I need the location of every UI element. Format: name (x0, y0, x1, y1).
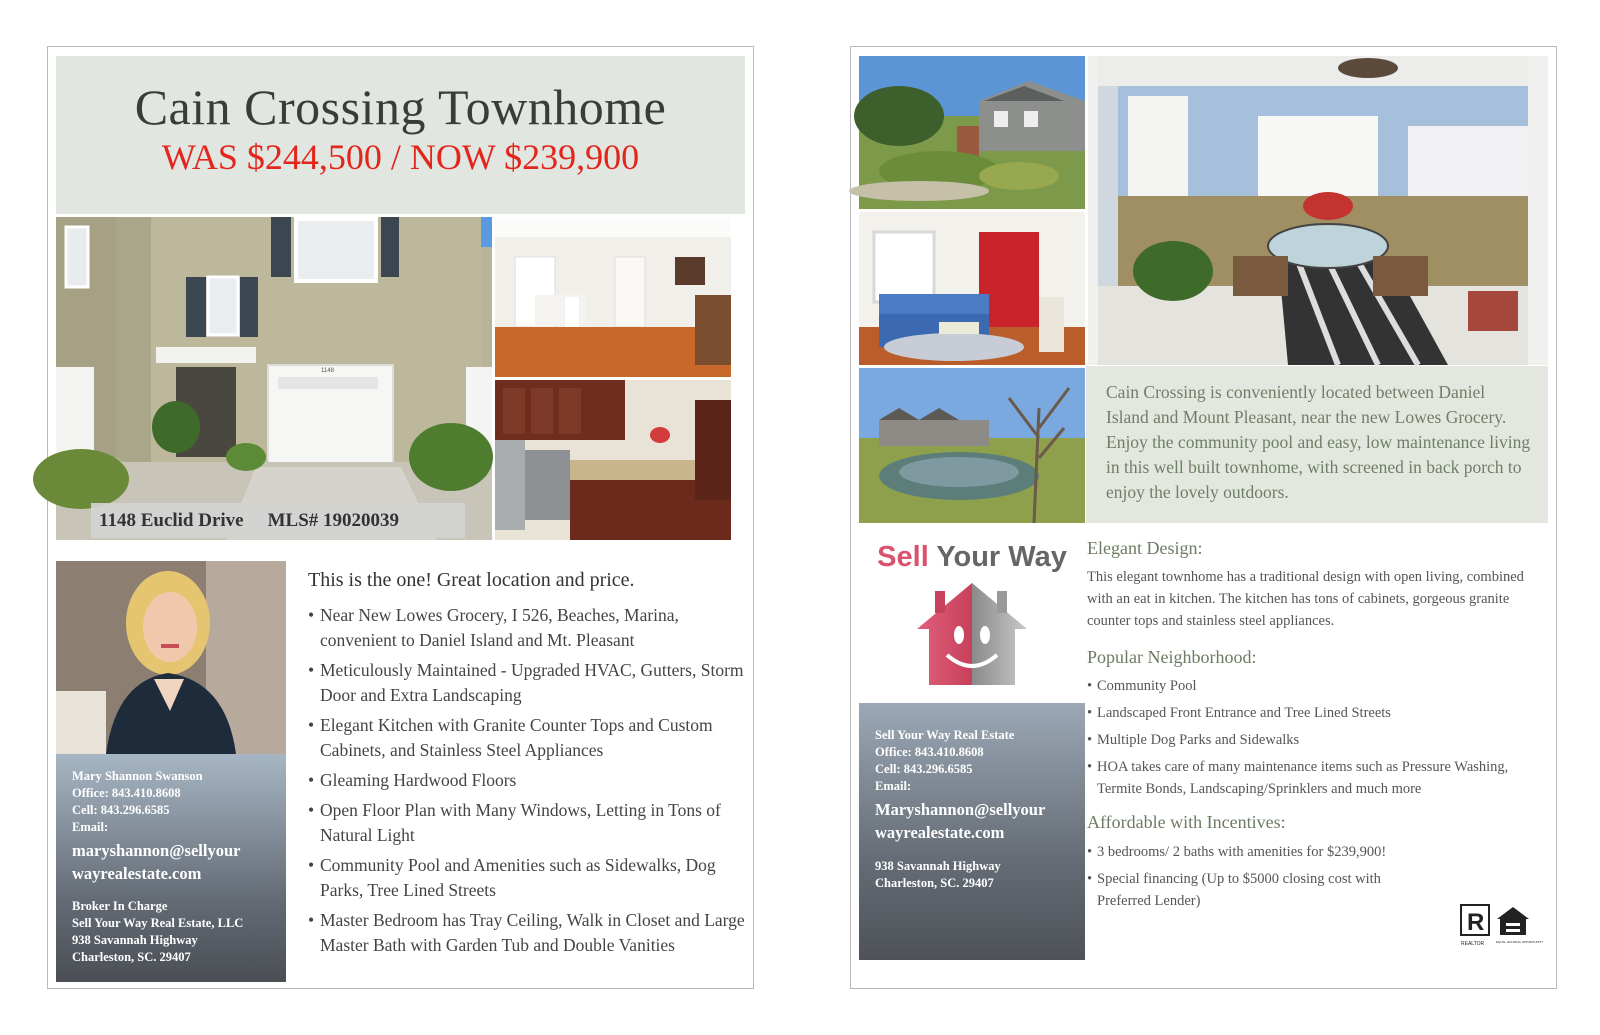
flyer-page-back (850, 46, 1557, 989)
pond-image (859, 368, 1085, 523)
feature-item: • Meticulously Maintained - Upgraded HVAC, Gutters, Storm Door and Extra Landscaping (308, 658, 748, 708)
details-column (1087, 538, 1527, 917)
agent-email-line2[interactable]: wayrealestate.com (72, 864, 202, 883)
interior-living-image (495, 217, 731, 377)
neighborhood-list (1087, 675, 1527, 800)
entrance-photo (859, 56, 1085, 209)
kitchen-photo (495, 380, 731, 540)
brokerage-contact-card (859, 703, 1085, 960)
neighborhood-item: • Landscaped Front Entrance and Tree Lined Streets (1087, 702, 1527, 724)
svg-text:R: R (1467, 909, 1485, 936)
agent-email[interactable] (72, 839, 270, 885)
elegant-text: This elegant townhome has a traditional design with open living, combined with an eat in kitchen. The kitchen has tons of cabinets, gorgeous granite counter tops and stainless steel appliances. (1087, 569, 1524, 629)
affordable-heading: Affordable with Incentives: (1087, 812, 1286, 832)
neighborhood-item: • HOA takes care of many maintenance items such as Pressure Washing, Termite Bonds, Landscaping/Sprinklers and much more (1087, 756, 1527, 800)
brokerage-street: 938 Savannah Highway (875, 859, 1001, 873)
affordable-item: • 3 bedrooms/ 2 baths with amenities for $239,900! (1087, 841, 1417, 863)
flyer-page-front (47, 46, 754, 989)
feature-item: • Gleaming Hardwood Floors (308, 768, 748, 793)
logo-word-your-way: Your Way (936, 541, 1067, 573)
brokerage-cell-phone[interactable]: Cell: 843.296.6585 (875, 762, 973, 776)
brokerage-name: Sell Your Way Real Estate (875, 728, 1015, 742)
listing-title: Cain Crossing Townhome (134, 79, 667, 135)
feature-item: • Elegant Kitchen with Granite Counter Tops and Custom Cabinets, and Stainless Steel Appliances (308, 713, 748, 763)
agent-contact-card (56, 754, 286, 982)
feature-list (308, 603, 748, 963)
agent-portrait-image (56, 561, 286, 754)
equal-housing-text: EQUAL HOUSING OPPORTUNITY (1496, 940, 1544, 944)
townhome-exterior-image (56, 217, 492, 540)
brokerage-email[interactable] (875, 798, 1069, 844)
agent-company: Sell Your Way Real Estate, LLC (72, 916, 244, 930)
agent-email-label: Email: (72, 820, 109, 834)
feature-item: • Master Bedroom has Tray Ceiling, Walk in Closet and Large Master Bath with Garden Tub and Double Vanities (308, 908, 748, 958)
affordable-item: • Special financing (Up to $5000 closing cost with Preferred Lender) (1087, 868, 1417, 912)
community-description: Cain Crossing is conveniently located between Daniel Island and Mount Pleasant, near the new Lowes Grocery. Enjoy the community pool and easy, low maintenance living in this well built townhome, with screened in back porch to enjoy the lovely outdoors. (1086, 366, 1548, 523)
agent-city: Charleston, SC. 29407 (72, 950, 191, 964)
brokerage-logo (859, 525, 1085, 703)
community-entrance-image (859, 56, 1085, 209)
neighborhood-item: • Multiple Dog Parks and Sidewalks (1087, 729, 1527, 751)
brokerage-office-phone[interactable]: Office: 843.410.8608 (875, 745, 984, 759)
brokerage-email-line2[interactable]: wayrealestate.com (875, 823, 1005, 842)
elegant-heading: Elegant Design: (1087, 538, 1203, 558)
price-line: WAS $244,500 / NOW $239,900 (161, 137, 640, 177)
brokerage-email-label: Email: (875, 779, 912, 793)
agent-office-phone[interactable]: Office: 843.410.8608 (72, 786, 181, 800)
neighborhood-item: • Community Pool (1087, 675, 1527, 697)
screened-porch-image (1088, 56, 1548, 365)
agent-street: 938 Savannah Highway (72, 933, 198, 947)
agent-name: Mary Shannon Swanson (72, 769, 203, 783)
living-room-image (859, 212, 1085, 365)
agent-cell-phone[interactable]: Cell: 843.296.6585 (72, 803, 170, 817)
logo-wordmark (859, 541, 1085, 574)
lead-sentence: This is the one! Great location and price. (308, 569, 635, 591)
address-bar (91, 503, 465, 538)
brokerage-email-line1[interactable]: Maryshannon@sellyour (875, 800, 1046, 819)
living-room-photo (859, 212, 1085, 365)
mls-number: MLS# 19020039 (267, 510, 400, 531)
feature-item: • Community Pool and Amenities such as Sidewalks, Dog Parks, Tree Lined Streets (308, 853, 748, 903)
agent-email-line1[interactable]: maryshannon@sellyour (72, 841, 241, 860)
porch-photo (1088, 56, 1548, 365)
brokerage-city: Charleston, SC. 29407 (875, 876, 994, 890)
house-number: 1148 (321, 368, 334, 374)
living-area-photo (495, 217, 731, 377)
logo-word-sell: Sell (877, 541, 929, 573)
pond-photo (859, 368, 1085, 523)
property-address: 1148 Euclid Drive (99, 510, 244, 531)
agent-role: Broker In Charge (72, 899, 168, 913)
smiling-house-icon (917, 577, 1027, 689)
realtor-equal-housing-icons (1459, 903, 1544, 947)
title-banner (56, 56, 745, 214)
agent-photo (56, 561, 286, 754)
realtor-mark-text: REALTOR (1461, 941, 1485, 947)
exterior-photo (56, 217, 492, 540)
feature-item: • Near New Lowes Grocery, I 526, Beaches, Marina, convenient to Daniel Island and Mt. Pleasant (308, 603, 748, 653)
feature-item: • Open Floor Plan with Many Windows, Letting in Tons of Natural Light (308, 798, 748, 848)
kitchen-image (495, 380, 731, 540)
affordable-list (1087, 841, 1417, 912)
neighborhood-heading: Popular Neighborhood: (1087, 647, 1257, 667)
